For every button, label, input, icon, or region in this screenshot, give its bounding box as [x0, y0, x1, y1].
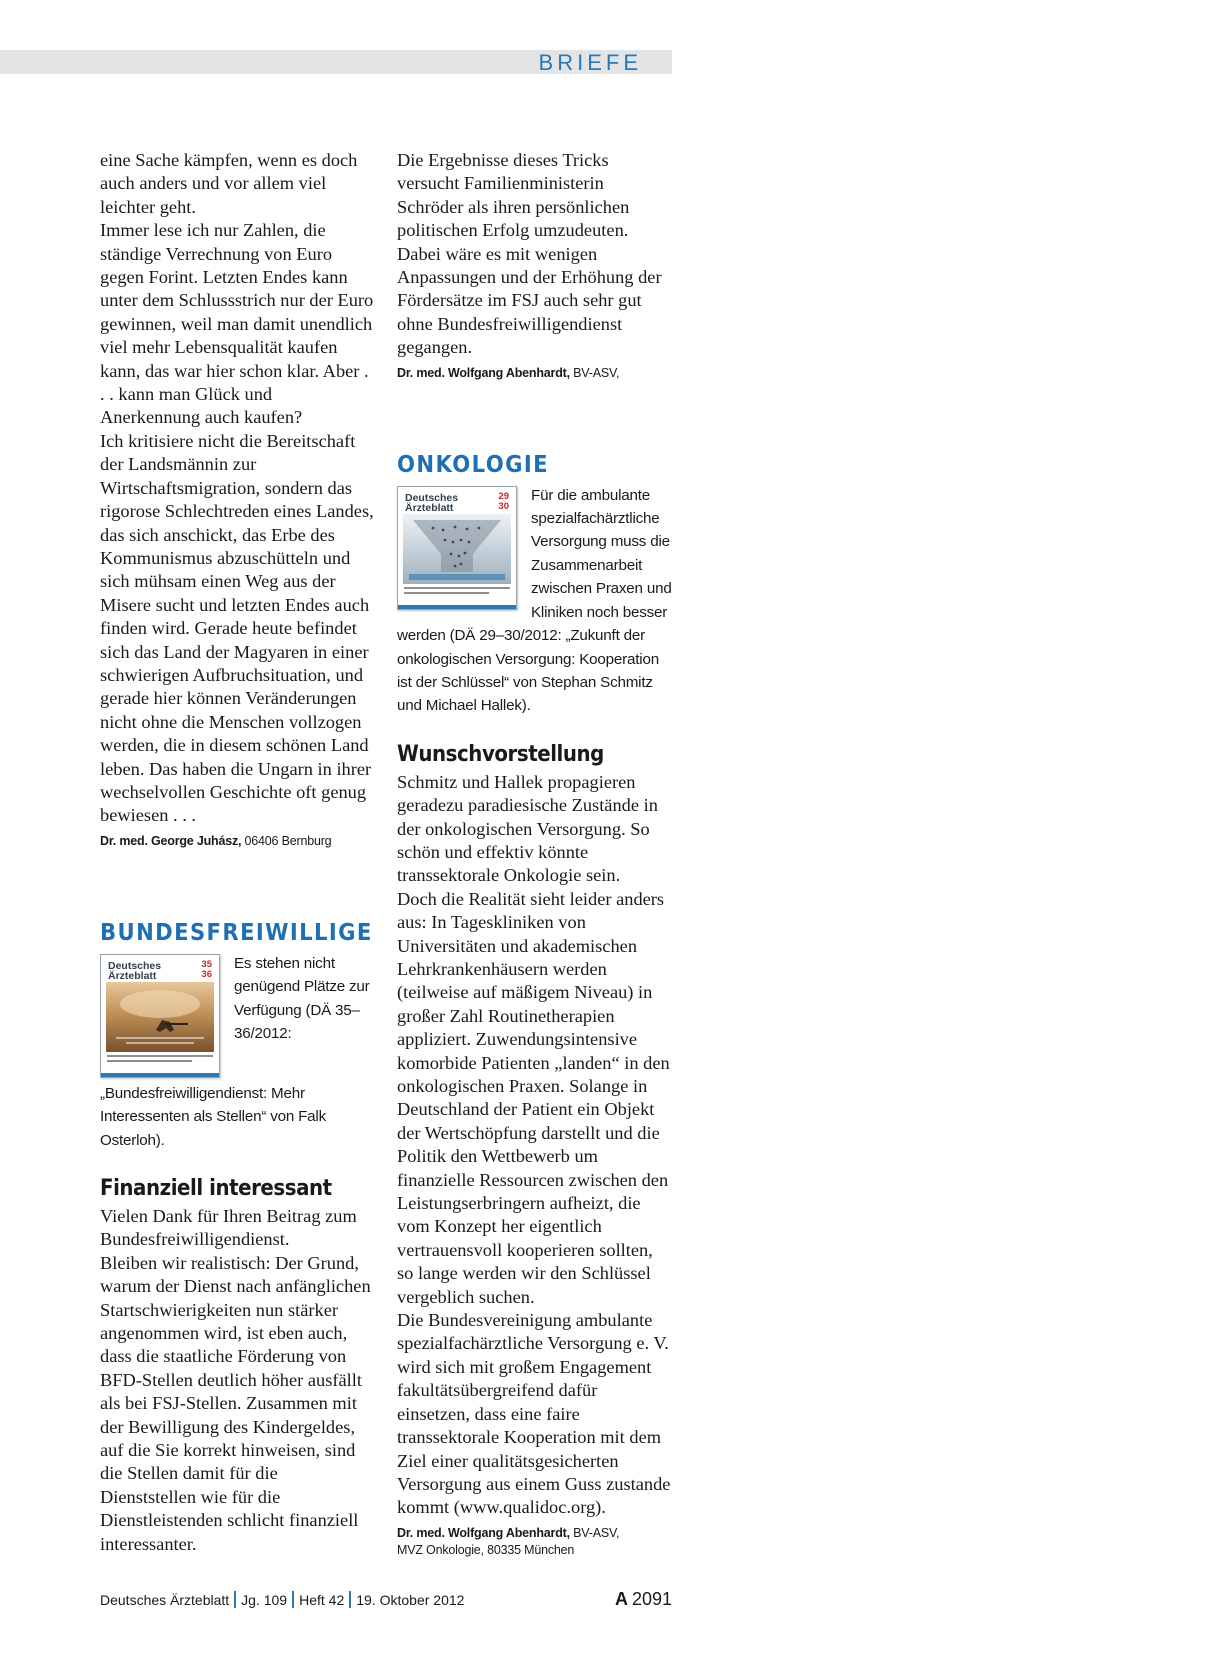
footer-separator: [349, 1591, 351, 1608]
cover-logo: Deutsches Ärzteblatt: [405, 491, 459, 514]
signature-place: BV-ASV,: [569, 365, 620, 380]
page-footer: [100, 1591, 672, 1611]
cover-issue-numbers: 29 30: [498, 490, 509, 512]
paragraph: Vielen Dank für Ihren Beitrag zum Bundesfreiwilligendienst.: [100, 1206, 357, 1250]
cover-crowd-illustration: [403, 514, 511, 584]
magazine-cover-image: [100, 954, 220, 1078]
letter-heading: Finanziell interessant: [100, 1176, 332, 1201]
footer-separator: [234, 1591, 236, 1608]
journal-name: Deutsches Ärzteblatt: [100, 1592, 230, 1608]
paragraph: Immer lese ich nur Zahlen, die ständige Verrechnung von Euro gegen Forint. Letzten Endes kann unter dem Schlussstrich nur der Euro gewinnen, weil man damit unendlich viel mehr Lebensqualität kaufen kann, das war hier schon klar. Aber . . . kann man Glück und Anerkennung auch kaufen?: [100, 220, 374, 428]
footer-separator: [292, 1591, 294, 1608]
paragraph: Doch die Realität sieht leider anders aus: In Tageskliniken von Universitäten und akademischen Lehrkrankenhäusern werden (teilweise auf mäßigem Niveau) in großer Zahl Routinetherapien appliziert. Zuwendungsintensive komorbide Patienten „landen“ in den onkologischen Praxen. Solange in Deutschland der Patient ein Objekt der Wertschöpfung darstellt und die Politik den Wettbewerb um finanzielle Ressourcen zwischen den Leistungserbringern aufheizt, die vom Konzept her eigentlich vertrauensvoll kooperieren sollten, so lange werden wir den Schlüssel vergeblich suchen.: [397, 888, 670, 1307]
page-number: A 2091: [614, 1589, 672, 1609]
signature-name: Dr. med. George Juhász,: [100, 833, 242, 848]
paragraph: Die Bundesvereinigung ambulante spezialfachärztliche Versorgung e. V. wird sich mit großem Engagement fakultätsübergreifend dafür einsetzen, dass eine faire transsektorale Kooperation mit dem Ziel einer qualitätsgesicherten Versorgung aus einem Guss zustande kommt (www.qualidoc.org).: [397, 1310, 671, 1518]
cover-accent-bar: [101, 1073, 219, 1077]
paragraph: Die Ergebnisse dieses Tricks versucht Familienministerin Schröder als ihren persönlichen politischen Erfolg umzudeuten. Dabei wäre es mit wenigen Anpassungen und der Erhöhung der Fördersätze im FSJ auch sehr gut ohne Bundesfreiwilligendienst gegangen.: [397, 150, 662, 358]
journal-date: 19. Oktober 2012: [356, 1592, 465, 1608]
cover-text-lines: [404, 587, 510, 601]
section-label: BRIEFE: [538, 50, 642, 75]
cover-logo: Deutsches Ärzteblatt: [108, 959, 162, 982]
cover-issue-numbers: 35 36: [201, 958, 212, 980]
journal-issue: Heft 42: [299, 1592, 345, 1608]
journal-volume: Jg. 109: [241, 1592, 288, 1608]
cover-text-lines: [107, 1055, 213, 1069]
letter-signature: [397, 1525, 672, 1559]
letter-continuation: [397, 149, 672, 360]
letter-signature: [100, 833, 375, 850]
right-column: [397, 149, 672, 1559]
paragraph: Bleiben wir realistisch: Der Grund, warum der Dienst nach anfänglichen Startschwierigkeiten nun stärker angenommen wird, ist eben auch, dass die staatliche Förderung von BFD-Stellen deutlich höher ausfällt als bei FSJ-Stellen. Zusammen mit der Bewilligung des Kindergeldes, auf die Sie korrekt hinweisen, sind die Stellen damit für die Dienststellen wie für die Dienstleistenden schlicht finanziell interessanter.: [100, 1252, 371, 1554]
rubric-title: BUNDESFREIWILLIGE: [100, 919, 373, 946]
signature-line2: MVZ Onkologie, 80335 München: [397, 1542, 575, 1557]
signature-place: 06406 Bernburg: [241, 833, 332, 848]
cover-accent-bar: [398, 605, 516, 609]
teaser-block: [397, 484, 672, 718]
letter-signature: [397, 365, 672, 382]
signature-name: Dr. med. Wolfgang Abenhardt,: [397, 1525, 570, 1540]
signature-name: Dr. med. Wolfgang Abenhardt,: [397, 365, 570, 380]
paragraph: Schmitz und Hallek propagieren geradezu paradiesische Zustände in der onkologischen Versorgung. So schön und effektiv könnte transsektorale Onkologie sein.: [397, 771, 658, 886]
paragraph: eine Sache kämpfen, wenn es doch auch anders und vor allem viel leichter geht.: [100, 150, 358, 217]
paragraph: Ich kritisiere nicht die Bereitschaft der Landsmännin zur Wirtschaftsmigration, sondern das rigorose Schlechtreden eines Landes, das sich anschickt, das Erbe des Kommunismus abzuschütteln und sich mühsam einen Weg aus der Misere sucht und letzten Endes auch finden wird. Gerade heute befindet sich das Land der Magyaren in einer schwierigen Aufbruchsituation, und gerade hier können Veränderungen nicht ohne die Menschen vollzogen werden, die in diesem schönen Land leben. Das haben die Ungarn in ihrer wechselvollen Geschichte oft genug bewiesen . . .: [100, 430, 374, 826]
section-header-bar: [0, 50, 672, 74]
left-column: [100, 149, 375, 1556]
teaser-text: Es stehen nicht genügend Plätze zur Verfügung (DÄ 35–36/2012: „Bundesfreiwilligendienst: Mehr Interessenten als Stellen“ von Falk Osterloh).: [100, 954, 370, 1149]
letter-continuation: [100, 149, 375, 828]
teaser-text: Für die ambulante spezialfachärztliche Versorgung muss die Zusammenarbeit zwischen Praxen und Kliniken noch besser werden (DÄ 29–30/2012: „Zukunft der onkologischen Versorgung: Kooperation ist der Schlüssel“ von Stephan Schmitz und Michael Hallek).: [397, 486, 672, 715]
signature-place: BV-ASV,: [569, 1525, 620, 1540]
cover-soldier-photo: [106, 982, 214, 1052]
letter-body: [100, 1205, 375, 1556]
teaser-block: [100, 952, 375, 1152]
rubric-title: ONKOLOGIE: [397, 451, 549, 478]
letter-body: [397, 771, 672, 1520]
letter-heading: Wunschvorstellung: [397, 741, 604, 767]
magazine-cover-image: [397, 486, 517, 610]
